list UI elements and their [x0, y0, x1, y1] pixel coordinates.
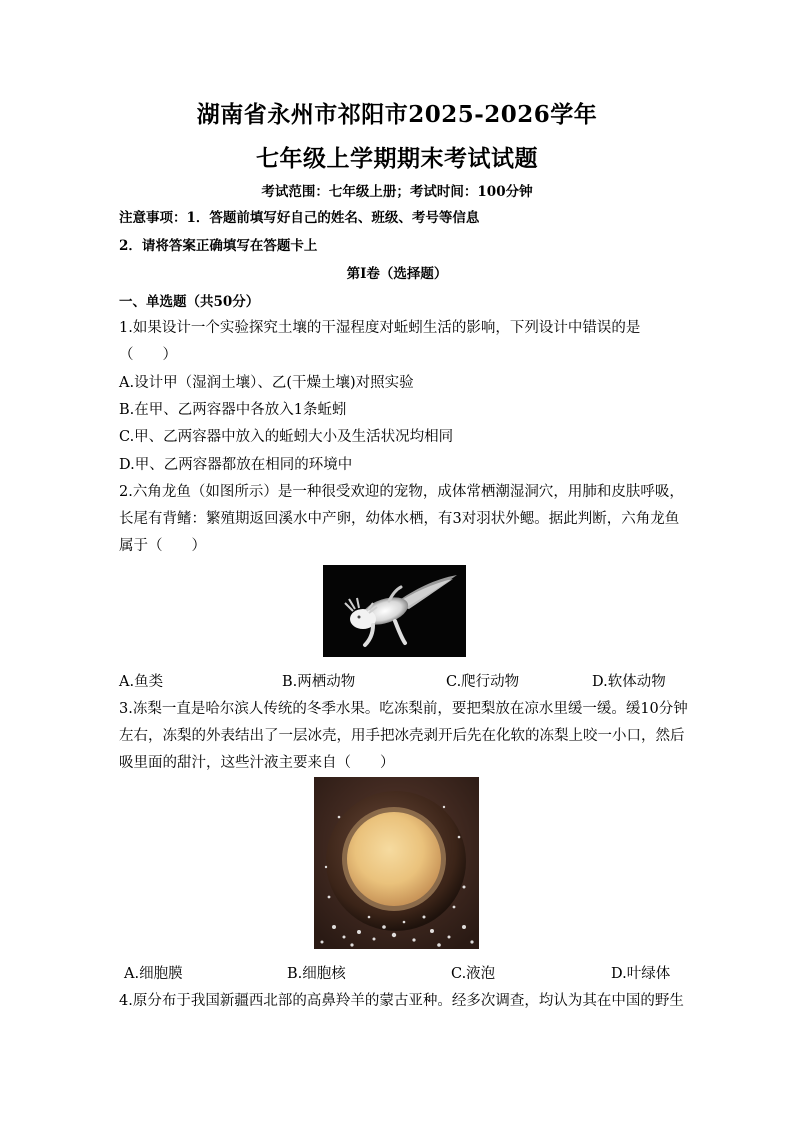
- q3-option-c: C.液泡: [451, 966, 496, 982]
- q1-option-a: A.设计甲（湿润土壤）、乙(干燥土壤)对照实验: [119, 375, 414, 391]
- q3-stem-line1: 3.冻梨一直是哈尔滨人传统的冬季水果。吃冻梨前，要把梨放在凉水里缓一缓。缓10分钟: [119, 701, 688, 717]
- q2-stem-line2: 长尾有背鳍：繁殖期返回溪水中产卵，幼体水栖，有3对羽状外鳃。据此判断，六角龙鱼: [119, 511, 680, 527]
- q2-stem-line1: 2.六角龙鱼（如图所示）是一种很受欢迎的宠物，成体常栖潮湿洞穴，用肺和皮肤呼吸，: [119, 484, 684, 500]
- q3-option-d: D.叶绿体: [611, 966, 671, 982]
- exam-title-line2: 七年级上学期期末考试试题: [256, 145, 538, 172]
- q1-option-c: C.甲、乙两容器中放入的蚯蚓大小及生活状况均相同: [119, 429, 454, 445]
- axolotl-photo: [323, 565, 466, 657]
- q3-option-b: B.细胞核: [287, 966, 346, 982]
- volume-heading: 第I卷（选择题）: [346, 266, 448, 282]
- notice-1: 注意事项：1．答题前填写好自己的姓名、班级、考号等信息: [119, 210, 480, 226]
- q2-option-b: B.两栖动物: [282, 674, 356, 690]
- exam-title-line1: 湖南省永州市祁阳市2025-2026学年: [196, 101, 598, 128]
- q2-option-d: D.软体动物: [592, 674, 666, 690]
- q3-stem-line2: 左右，冻梨的外表结出了一层冰壳，用手把冰壳剥开后先在化软的冻梨上咬一小口，然后: [119, 728, 685, 744]
- frozen-pear-image: [314, 777, 479, 949]
- frozen-pear-photo: [314, 777, 479, 949]
- section-heading: 一、单选题（共50分）: [119, 294, 260, 310]
- q3-option-a: A.细胞膜: [124, 966, 183, 982]
- q1-option-b: B.在甲、乙两容器中各放入1条蚯蚓: [119, 402, 347, 418]
- notice-2: 2．请将答案正确填写在答题卡上: [119, 238, 318, 254]
- q3-stem-line3: 吸里面的甜汁，这些汁液主要来自（ ）: [119, 755, 395, 771]
- exam-info: 考试范围：七年级上册；考试时间：100分钟: [261, 184, 533, 200]
- q1-stem-line1: 1.如果设计一个实验探究土壤的干湿程度对蚯蚓生活的影响，下列设计中错误的是: [119, 320, 641, 336]
- q2-stem-line3: 属于（ ）: [119, 538, 206, 554]
- q2-option-a: A.鱼类: [119, 674, 164, 690]
- q4-stem-line1: 4.原分布于我国新疆西北部的高鼻羚羊的蒙古亚种。经多次调查，均认为其在中国的野生: [119, 993, 684, 1009]
- q1-option-d: D.甲、乙两容器都放在相同的环境中: [119, 457, 353, 473]
- q1-stem-line2: （ ）: [119, 347, 177, 363]
- q2-option-c: C.爬行动物: [446, 674, 520, 690]
- axolotl-image: [323, 565, 466, 657]
